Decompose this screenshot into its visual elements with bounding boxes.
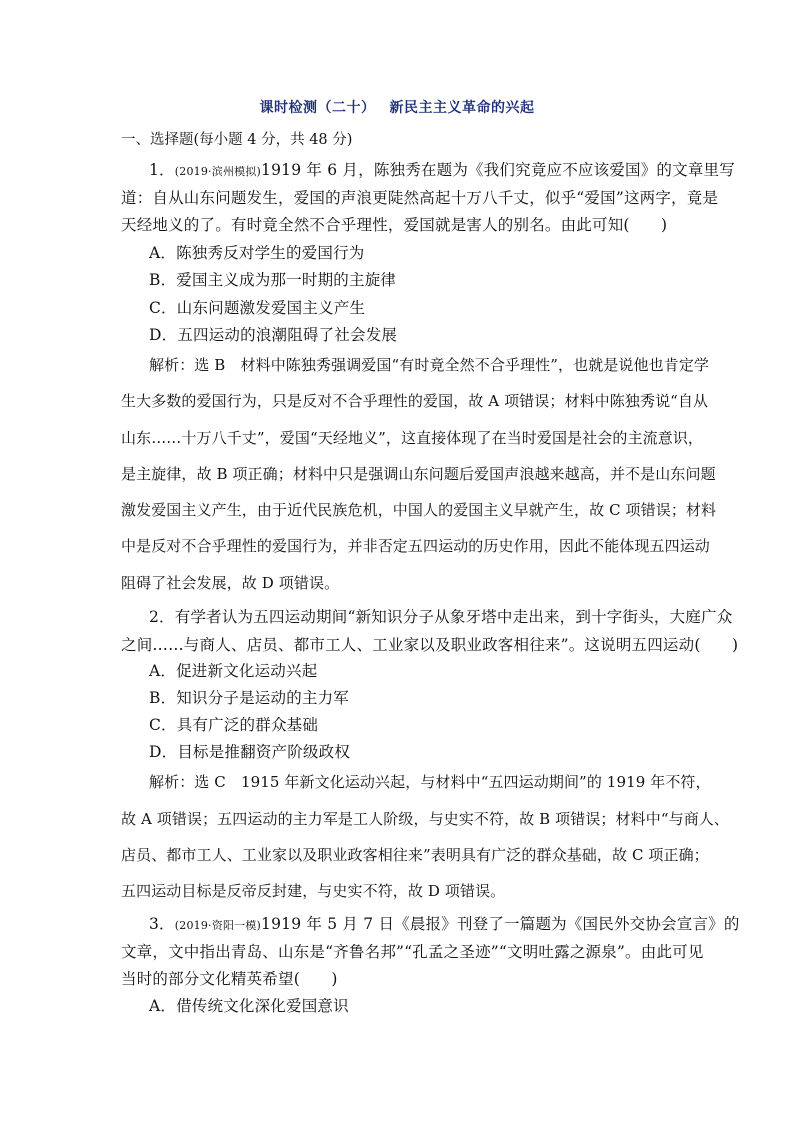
q1-text-1: 1919 年 6 月，陈独秀在题为《我们究竟应不应该爱国》的文章里写 (261, 161, 735, 179)
q1-explanation-3: 山东……十万八千丈”，爱国“天经地义”，这直接体现了在当时爱国是社会的主流意识， (121, 429, 704, 447)
q2-option-b: B．知识分子是运动的主力军 (149, 689, 349, 707)
q3-source: (2019·资阳一模) (174, 919, 262, 932)
title-topic: 新民主主义革命的兴起 (389, 100, 535, 116)
q2-line-2: 之间……与商人、店员、都市工人、工业家以及职业政客相往来”。这说明五四运动( ) (121, 636, 739, 654)
q3-number: 3． (149, 915, 175, 933)
q1-explanation-5: 激发爱国主义产生，由于近代民族危机，中国人的爱国主义早就产生，故 C 项错误；材料 (121, 501, 717, 519)
q3-line-3: 当时的部分文化精英希望( ) (121, 970, 338, 988)
q3-text-1: 1919 年 5 月 7 日《晨报》刊登了一篇题为《国民外交协会宣言》的 (261, 915, 740, 933)
q1-option-c: C．山东问题激发爱国主义产生 (149, 299, 366, 317)
q1-source: (2019·滨州模拟) (174, 165, 262, 178)
q1-option-a: A．陈独秀反对学生的爱国行为 (149, 244, 365, 262)
page-title (0, 97, 794, 117)
q1-line-1 (149, 158, 735, 180)
q1-option-d: D．五四运动的浪潮阻碍了社会发展 (149, 326, 398, 344)
q3-line-2: 文章，文中指出青岛、山东是“齐鲁名邦”“孔孟之圣迹”“文明吐露之源泉”。由此可见 (121, 943, 704, 961)
q1-explanation-6: 中是反对不合乎理性的爱国行为，并非否定五四运动的历史作用，因此不能体现五四运动 (121, 537, 710, 555)
q1-line-3: 天经地义的了。有时竟全然不合乎理性，爱国就是害人的别名。由此可知( ) (121, 216, 668, 234)
q2-explanation-4: 五四运动目标是反帝反封建，与史实不符，故 D 项错误。 (121, 882, 506, 900)
q2-option-d: D．目标是推翻资产阶级政权 (149, 743, 351, 761)
q2-explanation-2: 故 A 项错误；五四运动的主力军是工人阶级，与史实不符，故 B 项错误；材料中“与商人、 (121, 810, 729, 828)
title-lesson: 课时检测（二十） (259, 100, 376, 116)
q1-option-b: B．爱国主义成为那一时期的主旋律 (149, 271, 397, 289)
q2-option-a: A．促进新文化运动兴起 (149, 662, 318, 680)
q2-option-c: C．具有广泛的群众基础 (149, 716, 319, 734)
section-heading: 一、选择题(每小题 4 分，共 48 分) (121, 132, 353, 148)
q2-explanation-1: 解析：选 C 1915 年新文化运动兴起，与材料中“五四运动期间”的 1919 年不符， (149, 773, 711, 791)
q2-line-1: 2．有学者认为五四运动期间“新知识分子从象牙塔中走出来，到十字街头，大庭广众 (149, 608, 733, 626)
q1-number: 1． (149, 161, 175, 179)
q1-explanation-2: 生大多数的爱国行为，只是反对不合乎理性的爱国，故 A 项错误；材料中陈独秀说“自从 (121, 392, 709, 410)
q1-explanation-7: 阻碍了社会发展，故 D 项错误。 (121, 574, 340, 592)
q1-explanation-4: 是主旋律，故 B 项正确；材料中只是强调山东问题后爱国声浪越来越高，并不是山东问题 (121, 465, 716, 483)
q1-line-2: 道：自从山东问题发生，爱国的声浪更陡然高起十万八千丈，似乎“爱国”这两字，竟是 (121, 189, 719, 207)
q1-explanation-1: 解析：选 B 材料中陈独秀强调爱国“有时竟全然不合乎理性”，也就是说他也肯定学 (149, 356, 710, 374)
q3-option-a: A．借传统文化深化爱国意识 (149, 997, 349, 1015)
q3-line-1 (149, 912, 740, 934)
q2-explanation-3: 店员、都市工人、工业家以及职业政客相往来”表明具有广泛的群众基础，故 C 项正确； (121, 846, 709, 864)
